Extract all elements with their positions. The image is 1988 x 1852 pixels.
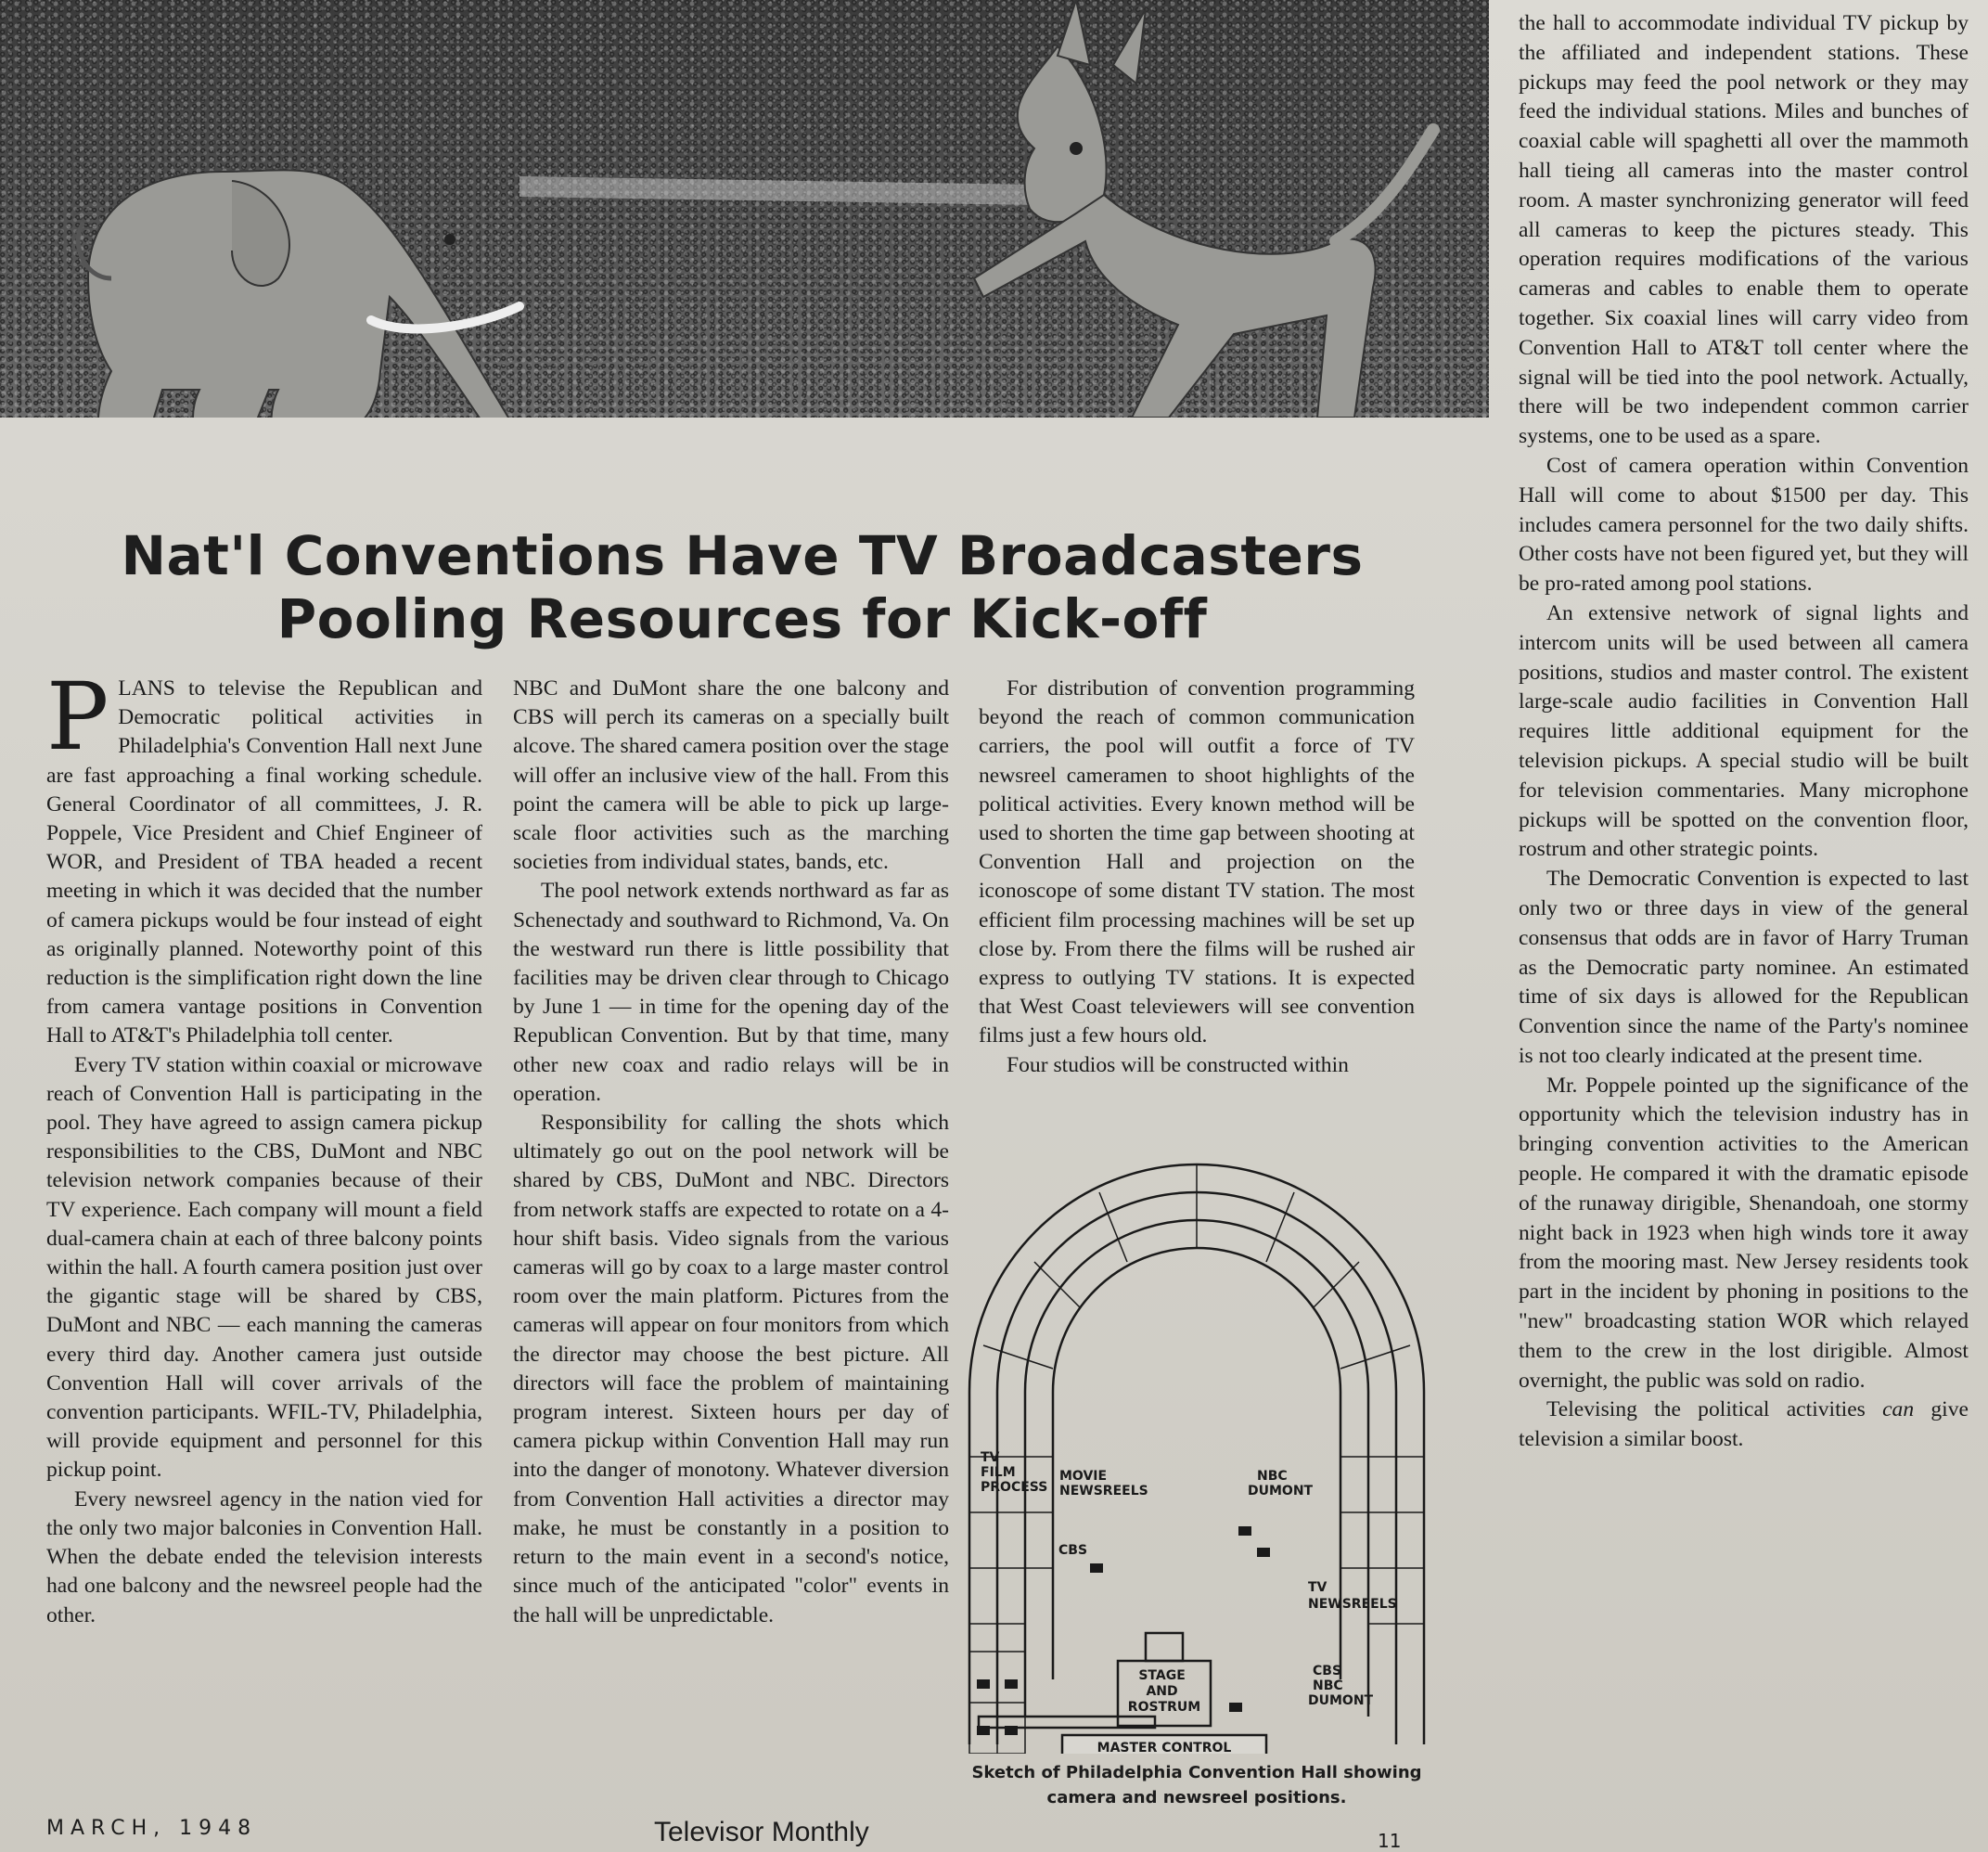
paragraph [46, 662, 482, 1051]
text-span: Televising the political activities [1546, 1397, 1883, 1422]
headline-line-1: Nat'l Conventions Have TV Broadcasters [121, 524, 1364, 587]
article-column-1 [46, 662, 482, 1630]
paragraph: The Democratic Convention is expected to last only two or three days in view of the general consensus that odds are in favor of Harry Truman as the Democratic party nominee. An estimated time of six days is allowed for the Republican Convention since the name of the Party's nominee is not too clearly indicated at the present time. [1519, 867, 1969, 1068]
diagram-caption [956, 1760, 1438, 1810]
paragraph: Mr. Poppele pointed up the significance of the opportunity which the television industry has in bringing convention activities to the American people. He compared it with the dramatic episode of the runaway dirigible, Shenandoah, one stormy night back in 1923 when high winds tore it away from the mooring mast. New Jersey residents took part in the incident by phoning in positions to the "new" broadcasting station WOR which relayed them to the crew in the lost dirigible. Almost overnight, the public was sold on radio. [1519, 1073, 1969, 1393]
label-master-control: MASTER CONTROL [1097, 1741, 1232, 1754]
italic-word: can [1882, 1397, 1915, 1422]
paragraph: The pool network extends northward as far as Schenectady and southward to Richmond, Va. On the westward run there is little possibility that facilities may be driven clear through to Chicago by June 1 — in time for the opening day of the Republican Convention. But by that time, many other new coax and radio relays will be in operation. [513, 879, 949, 1106]
label-cbs-nbc-dumont: CBS NBC DUMONT [1308, 1664, 1374, 1708]
label-tv-film-process: TV FILM PROCESS [981, 1450, 1048, 1495]
paragraph: Four studios will be constructed within [1007, 1052, 1349, 1077]
convention-hall-diagram [960, 1160, 1433, 1754]
paragraph: An extensive network of signal lights and intercom units will be used between all camera positions, studios and master control. The existent large-scale audio facilities in Convention Hall requires little additional equipment for the television pickups. A special studio will be built for television commentaries. Many microphone pickups will be spotted on the convention floor, rostrum and other strategic points. [1519, 600, 1969, 862]
article-column-3 [979, 675, 1415, 1080]
elephant-donkey-illustration [0, 0, 1489, 418]
article-column-2 [513, 675, 949, 1630]
label-movie-newsreels: MOVIE NEWSREELS [1059, 1469, 1148, 1498]
paragraph: NBC and DuMont share the one balcony and CBS will perch its cameras on a specially built alcove. The shared camera position over the stage will offer an inclusive view of the hall. From this point the camera will be able to pick up large-scale floor activities such as the marching societies from individual states, bands, etc. [513, 676, 949, 875]
headline-line-2: Pooling Resources for Kick-off [276, 587, 1208, 650]
article-headline [56, 524, 1429, 650]
paragraph: Cost of camera operation within Convention Hall will come to about $1500 per day. This includes camera personnel for the two daily shifts. Other costs have not been figured yet, but they will be pro-rated among pool stations. [1519, 453, 1969, 597]
label-stage-rostrum: STAGE AND ROSTRUM [1127, 1668, 1201, 1715]
caption-line-1: Sketch of Philadelphia Convention Hall showing [971, 1763, 1422, 1782]
caption-line-2: camera and newsreel positions. [1046, 1788, 1347, 1807]
label-cbs: CBS [1058, 1543, 1088, 1558]
right-column-text [1519, 9, 1969, 1455]
label-nbc-dumont: NBC DUMONT [1248, 1469, 1314, 1498]
paragraph: the hall to accommodate individual TV pickup by the affiliated and independent stations. These pickups may feed the pool network or they may feed the individual stations. Miles and bunches of coaxial cable will spaghetti all over the mammoth hall tieing all cameras into the master control room. A master synchronizing generator will feed all cameras to keep the pictures steady. This operation requires modifications of the various cameras and cables to enable them to operate together. Six coaxial lines will carry video from Convention Hall to AT&T toll center where the signal will be tied into the pool network. Actually, there will be two independent common carrier systems, one to be used as a spare. [1519, 11, 1969, 449]
issue-date: MARCH, 1948 [46, 1817, 258, 1840]
magazine-name: Televisor Monthly [654, 1817, 869, 1847]
paragraph: For distribution of convention programming beyond the reach of common communication carriers, the pool will outfit a force of TV newsreel cameramen to shoot highlights of the political activities. Every known method will be used to shorten the time gap between shooting at Convention Hall and projection on the iconoscope of some distant TV station. The most efficient film processing machines will be set up close by. From there the films will be rushed air express to outlying TV stations. It is expected that West Coast televiewers will see convention films just a few hours old. [979, 676, 1415, 1048]
paragraph: Responsibility for calling the shots which ultimately go out on the pool network will be shared by CBS, DuMont and NBC. Directors from network staffs are expected to rotate on a 4-hour shift basis. Video signals from the various cameras will go by coax to a large master control room over the main platform. Pictures from the cameras will appear on four monitors from which the director may choose the best picture. All directors will face the problem of maintaining program interest. Sixteen hours per day of camera pickup within Convention Hall may run into the danger of monotony. Whatever diversion from Convention Hall activities a director may make, he must be constantly in a position to return to the main event in a second's notice, since much of the anticipated "color" events in the hall will be unpredictable. [513, 1111, 949, 1627]
paragraph: Every newsreel agency in the nation vied for the only two major balconies in Convention Hall. When the debate ended the television interests had one balcony and the newsreel people had the other. [46, 1486, 482, 1627]
page-number: 11 [1378, 1830, 1402, 1852]
camera-icon [977, 1526, 1270, 1735]
text-span: give television a similar boost. [1519, 1397, 1969, 1452]
label-tv-newsreels: TV NEWSREELS [1308, 1580, 1397, 1612]
drop-cap: P [46, 662, 109, 771]
text-span: LANS to televise the Republican and Democratic political activities in Philadelphia's Convention Hall next June are fast approaching a final working schedule. General Coordinator of all committees, J. R. Poppele, Vice President and Chief Engineer of WOR, and President of TBA headed a recent meeting in which it was decided that the number of camera pickups would be four instead of eight as originally planned. Noteworthy point of this reduction is the simplification right down the line from camera vantage positions in Convention Hall to AT&T's Philadelphia toll center. [46, 676, 482, 1048]
convention-crowd-photo [0, 0, 1489, 418]
paragraph-last [1519, 1395, 1969, 1455]
paragraph: Every TV station within coaxial or microwave reach of Convention Hall is participating in the pool. They have agreed to assign camera pickup responsibilities to the CBS, DuMont and NBC television network companies because of their TV experience. Each company will mount a field dual-camera chain at each of three balcony points within the hall. A fourth camera position just over the gigantic stage will be shared by CBS, DuMont and NBC — each manning the cameras every third day. Another camera just outside Convention Hall will cover arrivals of the convention participants. WFIL-TV, Philadelphia, will provide equipment and personnel for this pickup point. [46, 1052, 482, 1483]
